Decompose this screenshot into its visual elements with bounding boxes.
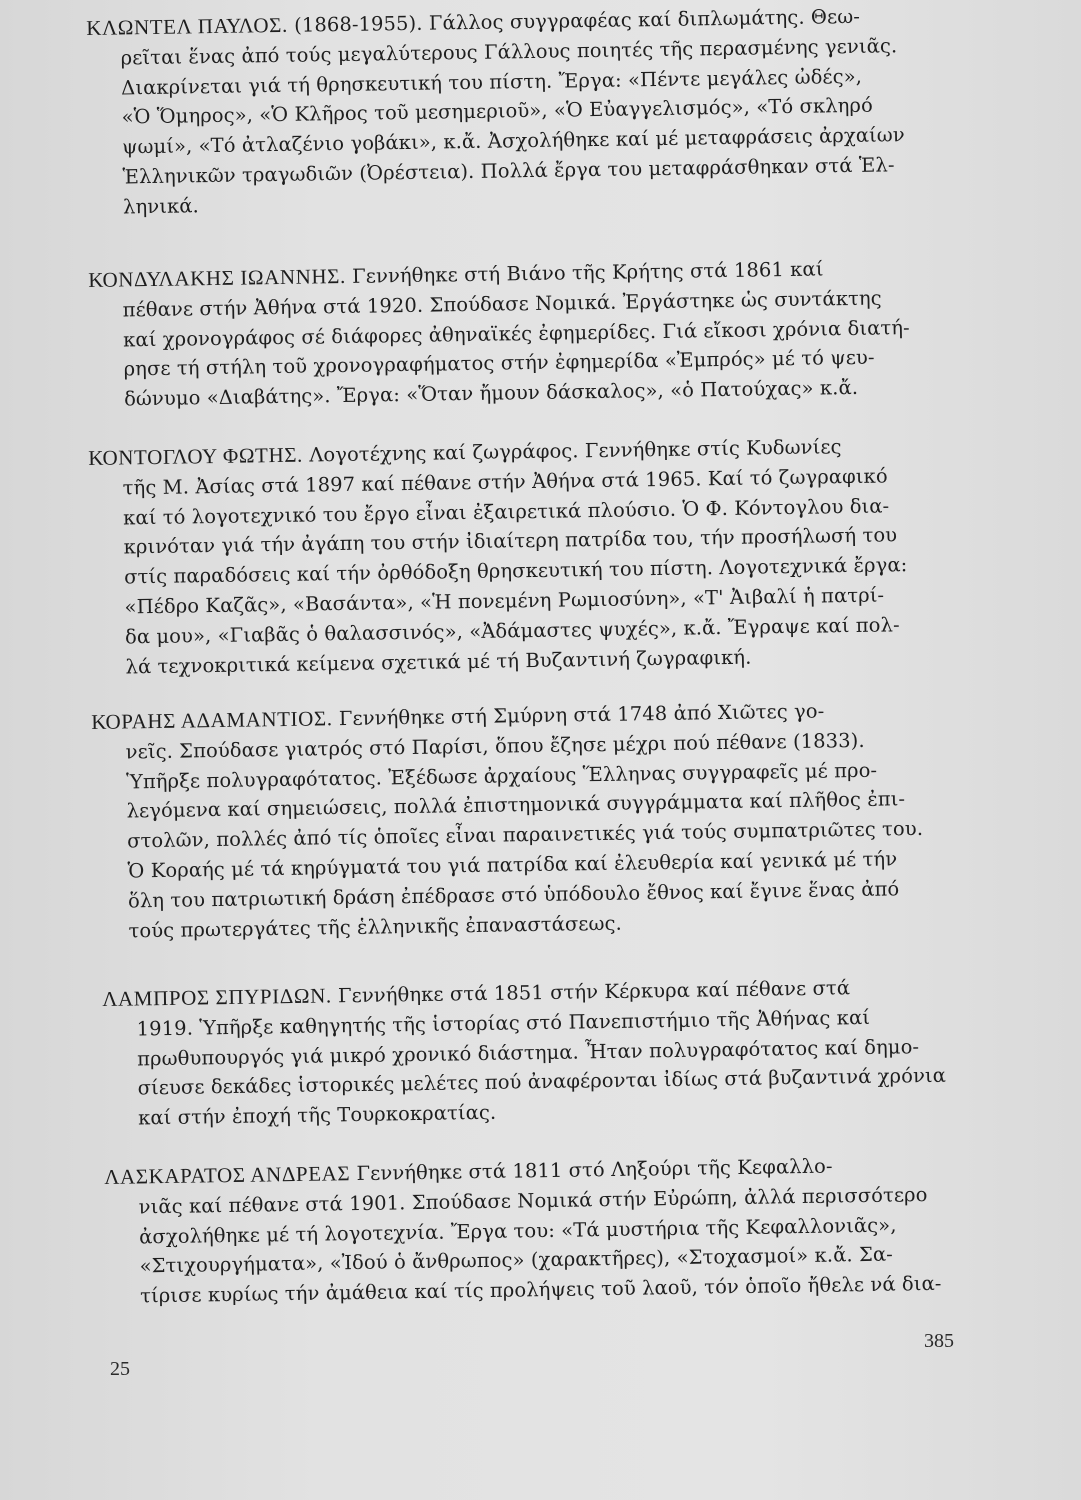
entry-lampros-spyridon: [102, 972, 947, 1134]
entry-text-line: ρεῖται ἕνας ἀπό τούς μεγαλύτερους Γάλλους ποιητές τῆς περασμένης γενιᾶς.: [120, 34, 898, 70]
entry-kontoglou-fotis: [88, 431, 909, 682]
entry-text: Γεννήθηκε στή Βιάνο τῆς Κρήτης στά 1861 καί: [351, 257, 824, 288]
entry-text-line: στολῶν, πολλές ἀπό τίς ὁποῖες εἶναι παραινετικές γιά τούς συμπατριῶτες του.: [126, 817, 924, 853]
entry-text-line: λεγόμενα καί σημειώσεις, πολλά ἐπιστημονικά συγγράμματα καί πλῆθος ἐπι-: [126, 787, 906, 823]
entry-text-line: «Στιχουργήματα», «Ἰδού ὁ ἄνθρωπος» (χαρακτῆρες), «Στοχασμοί» κ.ἄ. Σα-: [139, 1243, 893, 1278]
entry-text-line: δα μου», «Γιαβᾶς ὁ θαλασσινός», «Ἀδάμαστες ψυχές», κ.ἄ. Ἔγραψε καί πολ-: [124, 613, 900, 649]
entry-text-line: πέθανε στήν Ἀθήνα στά 1920. Σπούδασε Νομικά. Ἐργάστηκε ὡς συντάκτης: [122, 286, 882, 322]
entry-text-line: τῆς Μ. Ἀσίας στά 1897 καί πέθανε στήν Ἀθήνα στά 1965. Καί τό ζωγραφικό: [122, 464, 888, 500]
entry-text-line: νιᾶς καί πέθανε στά 1901. Σπούδασε Νομικά στήν Εὐρώπη, ἀλλά περισσότερο: [138, 1182, 928, 1219]
entry-text-line: Ὁ Κοραής μέ τά κηρύγματά του γιά πατρίδα καί ἐλευθερία καί γενικά μέ τήν: [127, 847, 898, 883]
entry-text-line: τίρισε κυρίως τήν ἀμάθεια καί τίς προλήψεις τοῦ λαοῦ, τόν ὁποῖο ἤθελε νά δια-: [139, 1272, 942, 1308]
entry-korais-adamantios: [91, 695, 925, 946]
entry-text: Λογοτέχνης καί ζωγράφος. Γεννήθηκε στίς Κυδωνίες: [309, 435, 842, 467]
entry-headword: ΚΟΝΤΟΓΛΟΥ ΦΩΤΗΣ.: [88, 442, 304, 470]
entry-text-line: δώνυμο «Διαβάτης». Ἔργα: «Ὅταν ἤμουν δάσκαλος», «ὁ Πατούχας» κ.ἄ.: [123, 376, 859, 411]
entry-text-line: καί στήν ἐποχή τῆς Τουρκοκρατίας.: [137, 1101, 497, 1130]
entry-headword: ΚΛΩΝΤΕΛ ΠΑΥΛΟΣ.: [86, 12, 289, 40]
entry-text-line: τούς πρωτεργάτες τῆς ἑλληνικῆς ἐπαναστάσεως.: [128, 911, 623, 943]
entry-text-line: στίς παραδόσεις καί τήν ὀρθόδοξη θρησκευτική του πίστη. Λογοτεχνικά ἔργα:: [123, 553, 908, 589]
entry-kondylakis-ioannis: [88, 253, 911, 415]
entry-klontel-pavlos: [86, 1, 906, 222]
entry-text-line: «Ὁ Ὅμηρος», «Ὁ Κλῆρος τοῦ μεσημεριοῦ», «Ὁ Εὐαγγελισμός», «Τό σκληρό: [121, 94, 874, 129]
signature-mark: 25: [110, 1358, 130, 1380]
entry-text-line: νεῖς. Σπούδασε γιατρός στό Παρίσι, ὅπου ἔζησε μέχρι πού πέθανε (1833).: [125, 728, 865, 764]
entry-text-line: ψωμί», «Τό ἀτλαζένιο γοβάκι», κ.ἄ. Ἀσχολήθηκε καί μέ μεταφράσεις ἀρχαίων: [121, 123, 905, 159]
entry-text-line: 1919. Ὑπῆρξε καθηγητής τῆς ἱστορίας στό Πανεπιστήμιο τῆς Ἀθήνας καί: [136, 1005, 871, 1041]
entry-text-line: ληνικά.: [122, 194, 199, 219]
entry-text-line: ἀσχολήθηκε μέ τή λογοτεχνία. Ἔργα του: «Τά μυστήρια τῆς Κεφαλλονιᾶς»,: [138, 1213, 897, 1249]
entry-text-line: Ὑπῆρξε πολυγραφότατος. Ἐξέδωσε ἀρχαίους Ἕλληνας συγγραφεῖς μέ προ-: [125, 758, 878, 794]
entry-headword: ΚΟΝΔΥΛΑΚΗΣ ΙΩΑΝΝΗΣ.: [88, 263, 347, 292]
entry-text-line: κρινόταν γιά τήν ἀγάπη του στήν ἰδιαίτερη πατρίδα του, τήν προσήλωσή του: [123, 523, 898, 559]
page-number: 385: [924, 1330, 954, 1352]
entry-headword: ΚΟΡΑΗΣ ΑΔΑΜΑΝΤΙΟΣ.: [91, 706, 333, 734]
entry-text: (1868-1955). Γάλλος συγγραφέας καί διπλωμάτης. Θεω-: [293, 4, 861, 37]
entry-text-line: Ἑλληνικῶν τραγωδιῶν (Ὀρέστεια). Πολλά ἔργα του μεταφράσθηκαν στά Ἑλ-: [122, 153, 895, 189]
entry-text-line: «Πέδρο Καζᾶς», «Βασάντα», «Ἡ πονεμένη Ρωμιοσύνη», «Τ' Ἀιβαλί ἡ πατρί-: [124, 583, 885, 619]
entry-text-line: λά τεχνοκριτικά κείμενα σχετικά μέ τή Βυζαντινή ζωγραφική.: [125, 645, 752, 679]
entry-text-line: καί χρονογράφος σέ διάφορες ἀθηναϊκές ἐφημερίδες. Γιά εἴκοσι χρόνια διατή-: [122, 315, 910, 352]
entry-text-line: πρωθυπουργός γιά μικρό χρονικό διάστημα. Ἦταν πολυγραφότατος καί δημο-: [136, 1034, 920, 1071]
entry-text: Γεννήθηκε στά 1851 στήν Κέρκυρα καί πέθανε στά: [337, 976, 851, 1008]
entry-text: Γεννήθηκε στή Σμύρνη στά 1748 ἀπό Χιῶτες γο-: [338, 699, 825, 731]
entry-text-line: Διακρίνεται γιά τή θρησκευτική του πίστη. Ἔργα: «Πέντε μεγάλες ὠδές»,: [120, 64, 863, 100]
entry-text-line: ρησε τή στήλη τοῦ χρονογραφήματος στήν ἐφημερίδα «Ἐμπρός» μέ τό ψευ-: [123, 346, 875, 381]
entry-laskaratos-andreas: [104, 1150, 942, 1312]
entry-headword: ΛΑΜΠΡΟΣ ΣΠΥΡΙΔΩΝ.: [102, 983, 332, 1011]
entry-text-line: καί τό λογοτεχνικό του ἔργο εἶναι ἐξαιρετικά πλούσιο. Ὁ Φ. Κόντογλου δια-: [122, 494, 890, 530]
entry-headword: ΛΑΣΚΑΡΑΤΟΣ ΑΝΔΡΕΑΣ: [104, 1161, 351, 1189]
entry-text: Γεννήθηκε στά 1811 στό Ληξούρι τῆς Κεφαλλο-: [356, 1154, 833, 1186]
entry-text-line: σίευσε δεκάδες ἱστορικές μελέτες πού ἀναφέρονται ἰδίως στά βυζαντινά χρόνια: [137, 1064, 947, 1100]
entry-text-line: ὅλη του πατριωτική δράση ἐπέδρασε στό ὑπόδουλο ἔθνος καί ἔγινε ἕνας ἀπό: [127, 877, 900, 913]
